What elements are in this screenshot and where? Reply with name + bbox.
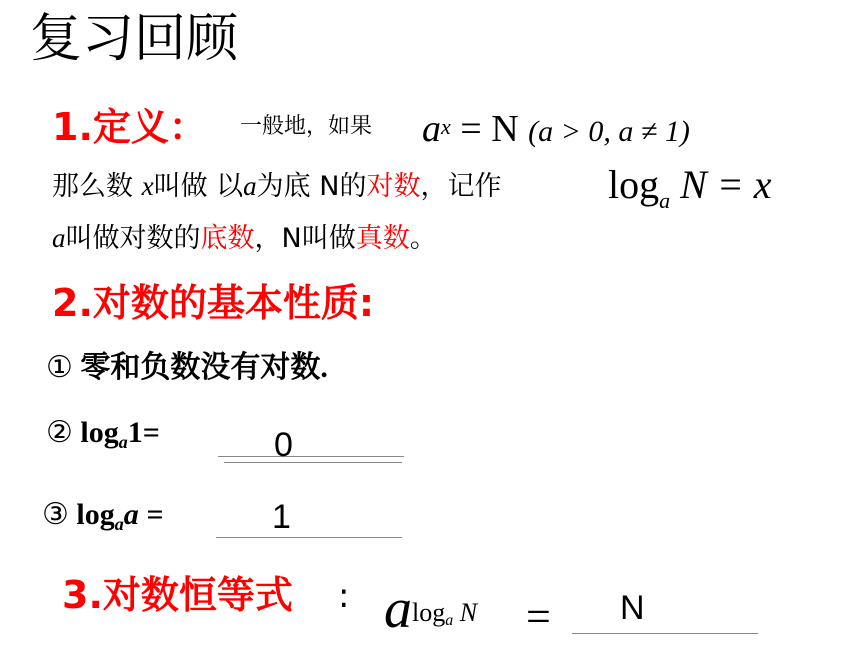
identity-log: log [412, 598, 446, 627]
log-base: a [659, 188, 671, 213]
answer-blank-identity [572, 633, 758, 634]
circled-number-1: ① [46, 350, 73, 385]
properties-heading: 2.对数的基本性质: [52, 281, 375, 325]
log-text: log [68, 498, 115, 531]
term-antilog: 真数 [355, 223, 410, 254]
definition-line-2 [52, 166, 501, 207]
property-3 [42, 495, 163, 538]
var-a: a [52, 223, 66, 253]
answer-identity: N [620, 589, 645, 627]
identity-colon: : [338, 576, 350, 616]
log-rest: N = x [670, 162, 772, 207]
definition-intro: 一般地，如果 [240, 114, 373, 139]
log-text: log [72, 416, 119, 449]
text-fragment: 叫做 以 [153, 171, 244, 202]
identity-equals: = [526, 592, 551, 641]
formula-base: a [422, 108, 441, 150]
answer-blank-3 [216, 537, 402, 538]
identity-base: a [384, 578, 412, 640]
log-text: log [608, 162, 660, 207]
var-a: a [243, 171, 257, 201]
identity-formula [384, 574, 477, 648]
identity-log-base: a [445, 612, 454, 629]
page-title: 复习回顾 [30, 9, 239, 69]
log-base: a [114, 514, 124, 534]
text-fragment: ，记作 [420, 171, 502, 202]
term-logarithm: 对数 [366, 171, 421, 202]
text-fragment: ，N叫做 [254, 223, 356, 254]
answer-3: 1 [272, 498, 291, 536]
property-2 [46, 413, 160, 456]
answer-blank-2-under [224, 462, 402, 463]
var-x: x [141, 171, 154, 201]
identity-n: N [453, 598, 478, 627]
formula-exponent: x [441, 114, 451, 139]
circled-number-2: ② [46, 415, 73, 450]
text-fragment: 那么数 [52, 171, 142, 202]
property-1-text: 零和负数没有对数. [72, 351, 328, 384]
answer-2: 0 [274, 426, 293, 464]
property-2-rest: 1= [127, 416, 160, 449]
identity-heading: 3.对数恒等式 [62, 573, 293, 617]
text-fragment: 。 [409, 223, 437, 254]
definition-heading: 1.定义： [52, 105, 207, 149]
exponent-formula [422, 104, 690, 157]
log-base: a [118, 432, 128, 452]
text-fragment: 叫做对数的 [65, 223, 201, 254]
property-3-rest: a = [123, 498, 164, 531]
answer-blank-2 [218, 456, 404, 457]
definition-line-3 [52, 218, 437, 259]
formula-equals: = N [450, 108, 529, 150]
circled-number-3: ③ [42, 497, 69, 532]
text-fragment: 为底 N的 [256, 171, 367, 202]
formula-condition: (a > 0, a ≠ 1) [528, 115, 690, 148]
log-notation [608, 160, 772, 216]
property-1 [46, 348, 328, 388]
term-base: 底数 [200, 223, 255, 254]
